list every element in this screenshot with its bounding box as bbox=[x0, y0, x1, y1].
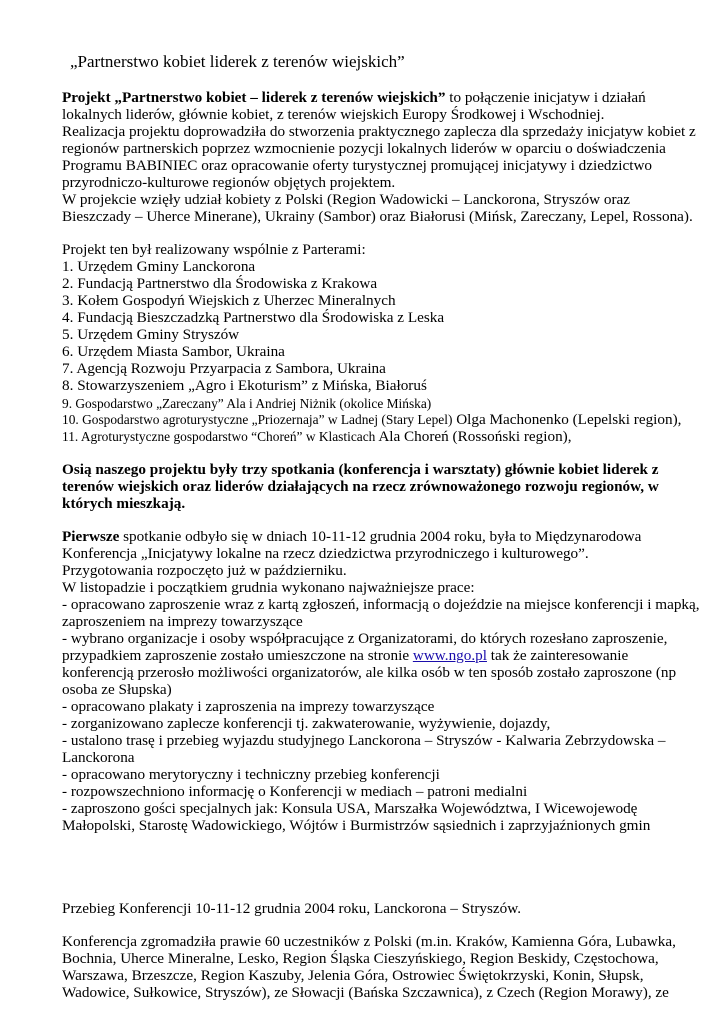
first-line-1 bbox=[62, 528, 641, 545]
first-line-12: - zorganizowano zaplecze konferencji tj. zakwaterowanie, wyżywienie, dojazdy, bbox=[62, 715, 551, 732]
partner-item: 2. Fundacją Partnerstwo dla Środowiska z Krakowa bbox=[62, 275, 378, 292]
course-line-1: Konferencja zgromadziła prawie 60 uczestników z Polski (m.in. Kraków, Kamienna Góra, Lubawka, bbox=[62, 933, 676, 950]
first-line-15: - opracowano merytoryczny i techniczny przebieg konferencji bbox=[62, 766, 440, 783]
first-line-8-b: tak że zainteresowanie bbox=[486, 647, 629, 664]
course-line-3: Warszawa, Brzeszcze, Region Kaszuby, Jelenia Góra, Ostrowiec Świętokrzyski, Konin, Słupsk, bbox=[62, 967, 644, 984]
first-line-4: W listopadzie i początkiem grudnia wykonano najważniejsze prace: bbox=[62, 579, 475, 596]
axis-line-3-text: których mieszkają. bbox=[62, 495, 186, 512]
ngo-link[interactable]: www.ngo.pl bbox=[412, 647, 487, 664]
document-title: „Partnerstwo kobiet liderek z terenów wiejskich” bbox=[70, 52, 405, 71]
partner-item-11-small: 11. Agroturystyczne gospodarstwo “Choreń” w Klasticach bbox=[62, 429, 376, 444]
intro-line-1-rest: to połączenie inicjatyw i działań bbox=[445, 89, 646, 106]
partner-item-10-rest: Olga Machonenko (Lepelski region), bbox=[452, 411, 682, 428]
first-line-13: - ustalono trasę i przebieg wyjazdu studyjnego Lanckorona – Stryszów - Kalwaria Zebrzydowska – bbox=[62, 732, 666, 749]
partner-item: 3. Kołem Gospodyń Wiejskich z Uherzec Mineralnych bbox=[62, 292, 396, 309]
first-line-16: - rozpowszechniono informację o Konferencji w mediach – patroni medialni bbox=[62, 783, 528, 800]
first-bold: Pierwsze bbox=[62, 528, 120, 545]
intro-line-8: Bieszczady – Uherce Minerane), Ukrainy (Sambor) oraz Białorusi (Mińsk, Zareczany, Lepel, Rossona). bbox=[62, 208, 693, 225]
partner-item: 7. Agencją Rozwoju Przyarpacia z Sambora, Ukraina bbox=[62, 360, 386, 377]
intro-line-1 bbox=[62, 89, 646, 106]
first-line-8 bbox=[62, 647, 628, 664]
axis-line-2 bbox=[62, 478, 659, 495]
axis-line-1 bbox=[62, 461, 659, 478]
first-line-7: - wybrano organizacje i osoby współpracujące z Organizatorami, do których rozesłano zaproszenie, bbox=[62, 630, 668, 647]
partner-item-10-small: 10. Gospodarstwo agroturystyczne „Priozernaja” w Ladnej (Stary Lepel) bbox=[62, 412, 453, 427]
course-line-4: Wadowice, Sułkowice, Stryszów), ze Słowacji (Bańska Szczawnica), z Czech (Region Morawy), ze bbox=[62, 984, 669, 1001]
axis-line-2-text: terenów wiejskich oraz liderów działających na rzecz zrównoważonego rozwoju regionów, w bbox=[62, 478, 659, 495]
first-line-2: Konferencja „Inicjatywy lokalne na rzecz dziedzictwa przyrodniczego i kulturowego”. bbox=[62, 545, 589, 562]
partner-item: 8. Stowarzyszeniem „Agro i Ekoturism” z Mińska, Białoruś bbox=[62, 377, 427, 394]
axis-line-1-text: Osią naszego projektu były trzy spotkania (konferencja i warsztaty) głównie kobiet liderek z bbox=[62, 461, 659, 478]
intro-line-2: lokalnych liderów, głównie kobiet, z terenów wiejskich Europy Środkowej i Wschodniej. bbox=[62, 106, 605, 123]
first-line-8-a: przypadkiem zaproszenie zostało umieszczone na stronie bbox=[62, 647, 413, 664]
intro-line-3: Realizacja projektu doprowadziła do stworzenia praktycznego zaplecza dla sprzedaży inicjatyw kobiet z bbox=[62, 123, 696, 140]
course-line-2: Bochnia, Uherce Mineralne, Lesko, Region Śląska Cieszyńskiego, Region Beskidy, Częstochowa, bbox=[62, 950, 659, 967]
first-line-9: konferencją przerosło możliwości organizatorów, ale kilka osób w ten sposób zostało zaproszone (np bbox=[62, 664, 677, 681]
intro-line-5: Programu BABINIEC oraz opracowanie oferty turystycznej promującej inicjatywy i dziedzictwo bbox=[62, 157, 653, 174]
first-line-1-rest: spotkanie odbyło się w dniach 10-11-12 grudnia 2004 roku, była to Międzynarodowa bbox=[119, 528, 642, 545]
partner-item: 6. Urzędem Miasta Sambor, Ukraina bbox=[62, 343, 285, 360]
intro-line-7: W projekcie wzięły udział kobiety z Polski (Region Wadowicki – Lanckorona, Stryszów oraz bbox=[62, 191, 631, 208]
first-line-5: - opracowano zaproszenie wraz z kartą zgłoszeń, informacją o dojeździe na miejsce konferencji i mapką, bbox=[62, 596, 700, 613]
course-heading: Przebieg Konferencji 10-11-12 grudnia 2004 roku, Lanckorona – Stryszów. bbox=[62, 900, 522, 917]
partner-item-11-rest: Ala Choreń (Rossoński region), bbox=[375, 428, 572, 445]
first-line-11: - opracowano plakaty i zaproszenia na imprezy towarzyszące bbox=[62, 698, 435, 715]
first-line-18: Małopolski, Starostę Wadowickiego, Wójtów i Burmistrzów sąsiednich i zaprzyjaźnionych gmin bbox=[62, 817, 651, 834]
first-line-3: Przygotowania rozpoczęto już w październiku. bbox=[62, 562, 347, 579]
partner-item: 1. Urzędem Gminy Lanckorona bbox=[62, 258, 256, 275]
partner-item: 5. Urzędem Gminy Stryszów bbox=[62, 326, 240, 343]
partners-heading: Projekt ten był realizowany wspólnie z Parterami: bbox=[62, 241, 366, 258]
first-line-6: zaproszeniem na imprezy towarzyszące bbox=[62, 613, 303, 630]
partner-item-11 bbox=[62, 428, 572, 445]
partner-item-9: 9. Gospodarstwo „Zareczany” Ala i Andriej Niżnik (okolice Mińska) bbox=[62, 396, 432, 411]
intro-line-4: regionów partnerskich poprzez wzmocnienie pozycji lokalnych liderów w oparciu o doświadczenia bbox=[62, 140, 666, 157]
partner-item: 4. Fundacją Bieszczadzką Partnerstwo dla Środowiska z Leska bbox=[62, 309, 445, 326]
intro-line-6: przyrodniczo-kulturowe regionów objętych projektem. bbox=[62, 174, 396, 191]
first-line-17: - zaproszono gości specjalnych jak: Konsula USA, Marszałka Województwa, I Wicewojewodę bbox=[62, 800, 638, 817]
first-line-14: Lanckorona bbox=[62, 749, 135, 766]
axis-line-3 bbox=[62, 495, 185, 512]
partner-item-10 bbox=[62, 411, 681, 428]
project-name-bold: Projekt „Partnerstwo kobiet – liderek z terenów wiejskich” bbox=[62, 89, 446, 106]
first-line-10: osoba ze Słupska) bbox=[62, 681, 172, 698]
